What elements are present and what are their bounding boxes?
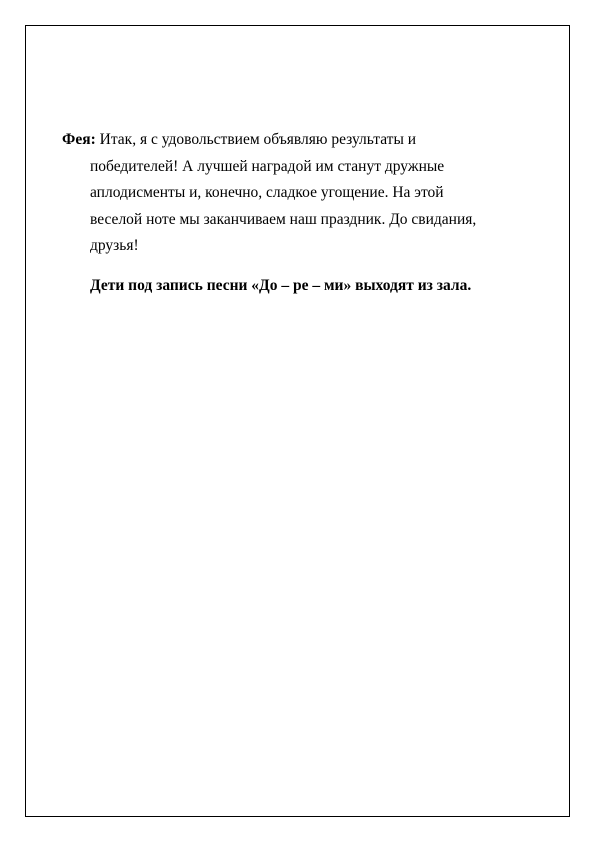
speaker-name: Фея:: [62, 131, 96, 148]
fairy-speech: [62, 127, 542, 260]
speech-text-line: веселой ноте мы заканчиваем наш праздник. До свидания,: [90, 210, 477, 228]
speech-line-1: [62, 127, 542, 154]
speech-text-line: Итак, я с удовольствием объявляю результаты и: [99, 131, 417, 148]
stage-direction: Дети под запись песни «До – ре – ми» выходят из зала.: [90, 277, 472, 294]
speech-text-line: аплодисменты и, конечно, сладкое угощение. На этой: [90, 184, 444, 201]
speech-text-line: победителей! А лучшей наградой им станут дружные: [90, 157, 445, 175]
speech-text-line: друзья!: [90, 237, 139, 254]
